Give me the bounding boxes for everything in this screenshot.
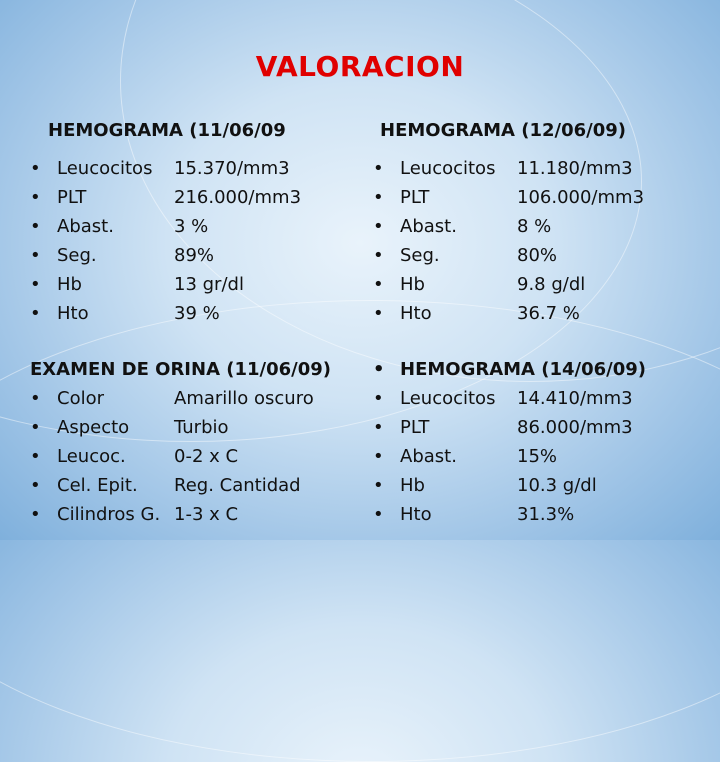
slide-title: VALORACION — [255, 50, 465, 83]
list-item: • Seg. 89% — [30, 241, 340, 270]
list-item: • Seg. 80% — [373, 241, 693, 270]
row-label: Leucocitos — [400, 158, 496, 179]
list-item: • Cilindros G. 1-3 x C — [30, 500, 360, 529]
hemograma-1-list — [30, 154, 340, 328]
list-item: • Aspecto Turbio — [30, 413, 360, 442]
row-label: Hb — [400, 475, 425, 496]
row-value: 1-3 x C — [174, 504, 239, 525]
row-label: Leucoc. — [57, 446, 126, 467]
row-value: Turbio — [174, 417, 229, 438]
row-label: Leucocitos — [400, 388, 496, 409]
row-label: Color — [57, 388, 104, 409]
row-label: Hto — [400, 303, 432, 324]
list-item: • Abast. 8 % — [373, 212, 693, 241]
list-item: • Abast. 3 % — [30, 212, 340, 241]
list-item: • Leucocitos 11.180/mm3 — [373, 154, 693, 183]
hemograma-2-title: HEMOGRAMA (12/06/09) — [380, 120, 626, 141]
row-value: 8 % — [517, 216, 552, 237]
list-item: • Hto 31.3% — [373, 500, 703, 529]
row-value: 0-2 x C — [174, 446, 239, 467]
row-label: Seg. — [57, 245, 97, 266]
row-value: 9.8 g/dl — [517, 274, 586, 295]
row-value: 15% — [517, 446, 558, 467]
examen-orina-title: EXAMEN DE ORINA (11/06/09) — [30, 359, 332, 380]
row-value: 89% — [174, 245, 215, 266]
row-label: Hb — [400, 274, 425, 295]
hemograma-2-list — [373, 154, 693, 328]
hemograma-3-title: HEMOGRAMA (14/06/09) — [400, 359, 646, 380]
list-item: • Hto 36.7 % — [373, 299, 693, 328]
examen-orina-list — [30, 384, 360, 529]
row-value: 86.000/mm3 — [517, 417, 633, 438]
row-label: PLT — [400, 417, 430, 438]
row-label: Abast. — [400, 216, 457, 237]
hemograma-3-list — [373, 355, 703, 529]
list-item: • PLT 106.000/mm3 — [373, 183, 693, 212]
list-item: • Leucocitos 15.370/mm3 — [30, 154, 340, 183]
row-label: Hto — [57, 303, 89, 324]
list-item: • Leucoc. 0-2 x C — [30, 442, 360, 471]
list-item: • Hb 9.8 g/dl — [373, 270, 693, 299]
row-value: 10.3 g/dl — [517, 475, 597, 496]
row-label: Abast. — [400, 446, 457, 467]
row-value: 15.370/mm3 — [174, 158, 290, 179]
list-item: • HEMOGRAMA (14/06/09) — [373, 355, 703, 384]
list-item: • Cel. Epit. Reg. Cantidad — [30, 471, 360, 500]
row-value: 36.7 % — [517, 303, 580, 324]
row-value: 31.3% — [517, 504, 575, 525]
list-item: • PLT 216.000/mm3 — [30, 183, 340, 212]
row-value: Amarillo oscuro — [174, 388, 314, 409]
row-value: 14.410/mm3 — [517, 388, 633, 409]
list-item: • PLT 86.000/mm3 — [373, 413, 703, 442]
list-item: • Leucocitos 14.410/mm3 — [373, 384, 703, 413]
row-label: Hto — [400, 504, 432, 525]
row-value: 80% — [517, 245, 558, 266]
list-item: • Hb 13 gr/dl — [30, 270, 340, 299]
row-label: Aspecto — [57, 417, 130, 438]
row-label: Seg. — [400, 245, 440, 266]
hemograma-1-title: HEMOGRAMA (11/06/09 — [48, 120, 286, 141]
list-item: • Color Amarillo oscuro — [30, 384, 360, 413]
list-item: • Abast. 15% — [373, 442, 703, 471]
row-value: 106.000/mm3 — [517, 187, 645, 208]
row-value: Reg. Cantidad — [174, 475, 301, 496]
row-value: 39 % — [174, 303, 220, 324]
row-value: 216.000/mm3 — [174, 187, 302, 208]
row-value: 13 gr/dl — [174, 274, 244, 295]
row-value: 3 % — [174, 216, 209, 237]
row-label: PLT — [400, 187, 430, 208]
row-label: Hb — [57, 274, 82, 295]
row-label: Cilindros G. — [57, 504, 161, 525]
row-label: PLT — [57, 187, 87, 208]
list-item: • Hb 10.3 g/dl — [373, 471, 703, 500]
row-label: Abast. — [57, 216, 114, 237]
row-label: Leucocitos — [57, 158, 153, 179]
row-label: Cel. Epit. — [57, 475, 138, 496]
row-value: 11.180/mm3 — [517, 158, 633, 179]
list-item: • Hto 39 % — [30, 299, 340, 328]
